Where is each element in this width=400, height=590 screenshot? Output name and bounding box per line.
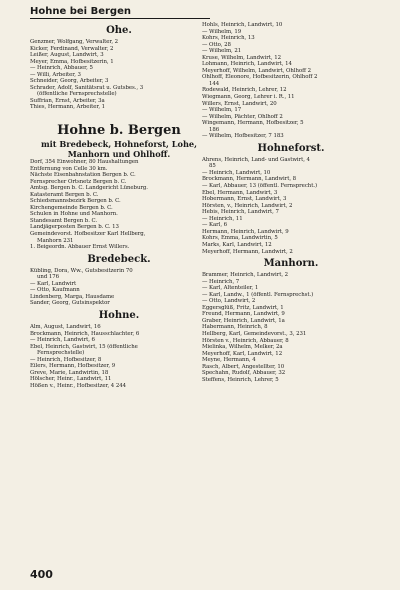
directory-entry: Lohmann, Heinrich, Landwirt, 14	[202, 61, 292, 68]
directory-entry: — Karl, Altenteiler, 1	[202, 285, 259, 292]
directory-entry: Meyer, Emma, Hofbesitzerin, 1	[30, 58, 114, 65]
directory-entry: Landjägerposten Bergen b. C. 13	[30, 224, 119, 231]
directory-entry: Thies, Hermann, Arbeiter, 1	[30, 104, 106, 111]
section-heading: Hohne.	[98, 309, 140, 321]
directory-entry: Mielinka, Wilhelm, Melker, 2a	[202, 344, 283, 351]
directory-entry: Fernsprechstelle)	[37, 350, 85, 357]
directory-entry: Amtsg. Bergen b. C. Landgericht Lüneburg.	[30, 185, 148, 192]
directory-entry: — Karl, 6	[202, 222, 228, 229]
directory-entry: Hermann, Heinrich, Landwirt, 9	[202, 228, 289, 235]
directory-entry: Kübling, Dora, Ww., Gutsbesitzerin 70	[30, 267, 133, 274]
directory-entry: Kruse, Wilhelm, Landwirt, 12	[202, 54, 281, 61]
directory-entry: Schiedsmannsbezirk Bergen b. C.	[30, 198, 121, 205]
directory-entry: (öffentliche Fernsprechstelle)	[37, 91, 117, 98]
directory-entry: Meyne, Hermann, 4	[202, 357, 256, 364]
directory-entry: Hohls, Heinrich, Landwirt, 10	[202, 22, 283, 28]
directory-entry: — Karl, Abbauer, 13 (öffentl. Fernsprecht.)	[202, 183, 318, 190]
directory-entry: 1. Beigeordn. Abbauer Ernst Willers.	[30, 244, 130, 251]
directory-entry: — Heinrich, Landwirt, 10	[202, 169, 271, 176]
right-column	[202, 22, 380, 383]
directory-entry: — Heinrich, 7	[202, 278, 240, 285]
directory-entry: — Otto, Landwirt, 2	[202, 298, 256, 305]
directory-entry: Hörsten v., Heinrich, Abbauer, 8	[202, 337, 289, 344]
directory-entry: Leißer, August, Landwirt, 3	[30, 52, 104, 59]
section-heading: Bredebeck.	[87, 253, 151, 265]
village-title: Hohne b. Bergen	[57, 123, 181, 139]
directory-entry: — Wilhelm, 19	[202, 28, 242, 35]
directory-entry: Hölscher, Heinr., Landwirt, 11	[30, 376, 112, 383]
directory-entry: Hößen v., Heinr., Hofbesitzer, 4 244	[30, 382, 126, 389]
directory-entry: Ebel, Hermann, Landwirt, 3	[202, 189, 278, 196]
directory-entry: Ebel, Heinrich, Gastwirt, 15 (öffentliche	[30, 343, 138, 350]
directory-entry: Gemeindevorst. Hofbesitzer Karl Hellberg,	[30, 231, 146, 238]
directory-entry: Ohlhoff, Eleonore, Hofbesitzerin, Ohlhoff 2	[202, 74, 318, 81]
section-heading: Hohneforst.	[257, 142, 325, 154]
running-head: Hohne bei Bergen	[30, 6, 210, 19]
directory-entry: — Heinrich, Abbauer, 5	[30, 65, 93, 72]
directory-entry: Schrader, Adolf, Sanitätsrat u. Gutsbes., 3	[30, 84, 144, 91]
directory-entry: Meyerhoff, Karl, Landwirt, 12	[202, 350, 283, 357]
directory-entry: Hebis, Heinrich, Landwirt, 7	[202, 209, 279, 216]
directory-entry: Rasch, Albert, Angestellter, 10	[202, 363, 285, 370]
directory-entry: Hobermann, Ernst, Landwirt, 3	[202, 196, 287, 203]
directory-entry: Entfernung von Celle 30 km.	[30, 165, 108, 172]
directory-entry: Meyerhoff, Wilhelm, Landwirt, Ohlhoff 2	[202, 67, 312, 74]
directory-entry: Hellberg, Karl, Gemeindevorst., 3, 231	[202, 330, 307, 337]
section-heading: Manhorn.	[263, 258, 319, 270]
directory-entry: Brockmann, Hermann, Landwirt, 8	[202, 176, 297, 183]
directory-entry: — Otto, Kaufmann	[30, 287, 80, 294]
directory-entry: Wingemann, Hermann, Hofbesitzer, 5	[202, 120, 304, 127]
directory-entry: Schulen in Hohne und Manhorn.	[30, 211, 118, 218]
directory-entry: — Wilhelm, Hofbesitzer, 7 183	[202, 133, 284, 140]
directory-entry: Steffens, Heinrich, Lehrer, 5	[202, 376, 279, 383]
directory-entry: Manhorn 231	[37, 237, 74, 244]
village-subtitle: Manhorn und Ohlhoff.	[67, 149, 171, 160]
directory-entry: 85	[209, 163, 216, 170]
directory-entry: Brammer, Heinrich, Landwirt, 2	[202, 272, 289, 279]
directory-entry: Ahrens, Heinrich, Land- und Gastwirt, 4	[202, 156, 310, 163]
directory-entry: Nächste Eisenbahnstation Bergen b. C.	[30, 172, 136, 179]
directory-entry: und 176	[37, 274, 60, 281]
directory-entry: Spechahn, Rudolf, Abbauer, 32	[202, 370, 286, 377]
directory-entry: — Karl, Landwirt	[30, 280, 77, 287]
directory-entry: Hörsten, v., Heinrich, Landwirt, 2	[202, 202, 293, 209]
village-subtitle: mit Bredebeck, Hohneforst, Lohe,	[40, 139, 197, 150]
directory-entry: — Heinrich, Hofbesitzer, 8	[30, 356, 102, 363]
directory-entry: Suffrian, Ernst, Arbeiter, 3a	[30, 97, 105, 104]
directory-entry: Rodewald, Heinrich, Lehrer, 12	[202, 87, 287, 94]
directory-entry: 144	[209, 80, 220, 87]
directory-entry: Willers, Ernst, Landwirt, 20	[202, 100, 277, 107]
directory-entry: — Wilhelm, 21	[202, 48, 242, 55]
directory-entry: — Wilhelm, Pächter, Ohlhoff 2	[202, 113, 283, 120]
directory-entry: — Heinrich, Landwirt, 6	[30, 337, 95, 344]
directory-entry: Brockmann, Heinrich, Hausschlachter, 6	[30, 330, 140, 337]
directory-entry: Sander, Georg, Gutsinspektor	[30, 300, 110, 307]
directory-entry: Greve, Marie, Landwirtin, 18	[30, 369, 109, 376]
directory-entry: — Wilhelm, 17	[202, 107, 242, 114]
directory-entry: — Willi, Arbeiter, 3	[30, 71, 81, 78]
directory-entry: Fernsprecher Ortsnetz Bergen b. C.	[30, 178, 127, 185]
directory-entry: Kicker, Ferdinand, Verwalter, 2	[30, 45, 114, 52]
left-column	[30, 22, 208, 389]
directory-entry: Genzmer, Wolfgang, Verwalter, 2	[30, 39, 119, 45]
directory-entry: Marks, Karl, Landwirt, 12	[202, 241, 272, 248]
directory-entry: Standesamt Bergen b. C.	[30, 217, 98, 224]
directory-entry: Freund, Hermann, Landwirt, 9	[202, 311, 285, 318]
directory-entry: Kohrs, Heinrich, 13	[202, 35, 255, 42]
directory-entry: Lindenberg, Marga, Hausdame	[30, 293, 115, 300]
directory-entry: Eilers, Hermann, Hofbesitzer, 9	[30, 363, 116, 370]
directory-entry: Kirchengemeinde Bergen b. C.	[30, 204, 113, 211]
page-number: 400	[30, 568, 53, 581]
directory-entry: Schneider, Georg, Arbeiter, 3	[30, 78, 109, 85]
section-heading: Ohe.	[106, 25, 132, 36]
directory-entry: — Karl, Landw., 1 (öffentl. Fernsprechst.)	[202, 291, 314, 298]
directory-entry: — Otto, 28	[202, 41, 231, 48]
directory-entry: Dorf, 354 Einwohner, 80 Haushaltungen	[30, 159, 139, 166]
directory-entry: 186	[209, 126, 220, 133]
directory-entry: Habermann, Heinrich, 8	[202, 324, 268, 331]
directory-entry: Meyerhoff, Hermann, Landwirt, 2	[202, 248, 293, 255]
directory-entry: Graber, Heinrich, Landwirt, 1a	[202, 317, 285, 324]
directory-entry: Kohrs, Emma, Landwirtin, 5	[202, 235, 278, 242]
directory-entry: Katasteramt Bergen b. C.	[30, 191, 99, 198]
directory-entry: — Heinrich, 11	[202, 215, 243, 222]
directory-entry: Wiegmann, Georg, Lehrer i. R., 11	[202, 94, 295, 101]
directory-entry: Alm, August, Landwirt, 16	[30, 323, 101, 330]
directory-entry: Eggersglüß, Fritz, Landwirt, 1	[202, 304, 284, 311]
